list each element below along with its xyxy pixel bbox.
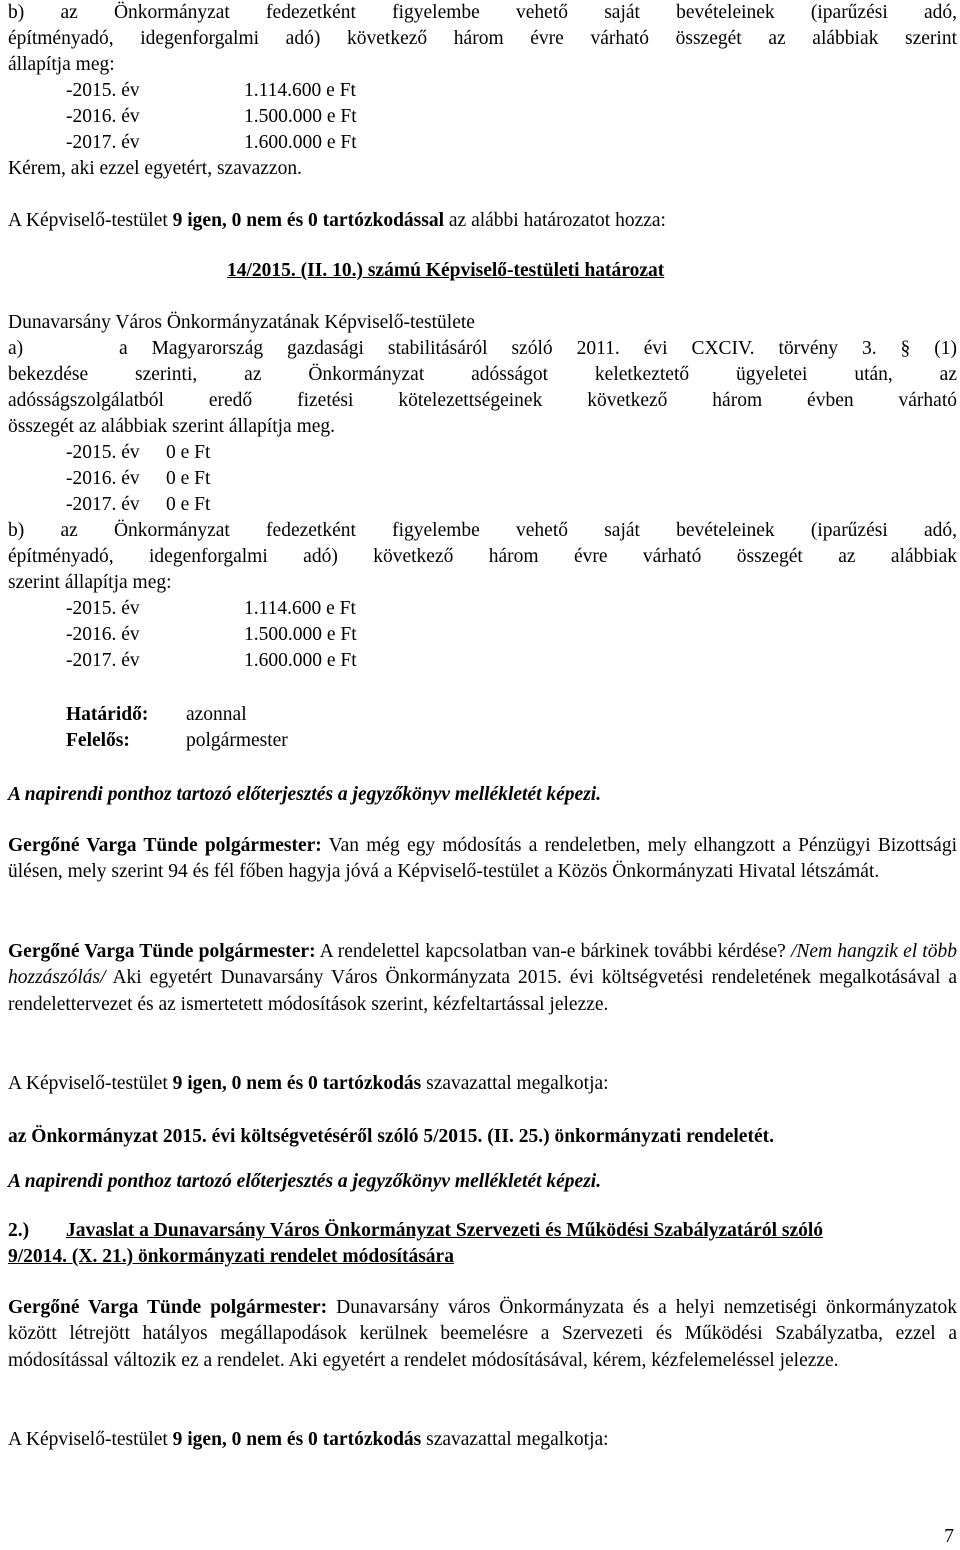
mayor-paragraph: Gergőné Varga Tünde polgármester: A rendelettel kapcsolatban van-e bárkinek további kérdése? /Nem hangzik el több hozzászólás/ Aki egyetért Dunavarsány Város Önkormányzata 2015. évi költségvetési rendeletének megalkotásával a rendelettervezet és az ismertetett módosítások szerint, kézfeltartással jelezze. — [8, 941, 957, 1015]
year: -2016. év — [66, 106, 140, 127]
vote-result: A Képviselő-testület 9 igen, 0 nem és 0 tartózkodással az alábbi határozatot hozza: — [8, 210, 666, 231]
page-number: 7 — [944, 1526, 954, 1547]
resolution-title: 14/2015. (II. 10.) számú Képviselő-testületi határozat — [227, 260, 665, 281]
income-row: -2017. év 1.600.000 e Ft — [66, 650, 357, 671]
vote-result: A Képviselő-testület 9 igen, 0 nem és 0 tartózkodás szavazattal megalkotja: — [8, 1429, 609, 1450]
agenda-title: Javaslat a Dunavarsány Város Önkormányzat Szervezeti és Működési Szabályzatáról szóló — [66, 1220, 824, 1241]
intro-line: építményadó, idegenforgalmi adó) következő három évre várható összegét az alábbiak szerint — [8, 28, 957, 49]
intro-line: b) az Önkormányzat fedezetként figyelembe vehető saját bevételeinek (iparűzési adó, — [8, 2, 957, 23]
agenda-title: 9/2014. (X. 21.) önkormányzati rendelet módosítására — [8, 1246, 454, 1267]
decree-title: az Önkormányzat 2015. évi költségvetéséről szóló 5/2015. (II. 25.) önkormányzati rendeletét. — [8, 1126, 774, 1147]
deadline: Határidő: azonnal — [66, 704, 247, 725]
income-row — [66, 78, 356, 104]
resolution-point-b: b) az Önkormányzat fedezetként figyelembe vehető saját bevételeinek (iparűzési adó, — [8, 520, 957, 541]
income-row: -2015. év 1.114.600 e Ft — [66, 598, 356, 619]
income-row — [66, 104, 357, 130]
responsible: Felelős: polgármester — [66, 730, 288, 751]
year: -2017. év — [66, 132, 140, 153]
resolution-point-b: szerint állapítja meg: — [8, 572, 172, 593]
resolution-point-a: a) a Magyarország gazdasági stabilitásáról szóló 2011. évi CXCIV. törvény 3. § (1) — [8, 338, 957, 359]
amount: 1.500.000 e Ft — [244, 106, 357, 127]
vote-result: A Képviselő-testület 9 igen, 0 nem és 0 tartózkodás szavazattal megalkotja: — [8, 1073, 609, 1094]
debt-row: -2017. év 0 e Ft — [66, 494, 211, 515]
agenda-number: 2.) — [8, 1220, 30, 1241]
amount: 1.600.000 e Ft — [244, 132, 357, 153]
year: -2015. év — [66, 80, 140, 101]
resolution-point-a: adósságszolgálatból eredő fizetési kötelezettségeinek következő három évben várható — [8, 390, 957, 411]
mayor-paragraph: Gergőné Varga Tünde polgármester: Dunavarsány város Önkormányzata és a helyi nemzetiségi önkormányzatok között létrejött hatályos megállapodások kerülnek beemelésre a Szervezeti és Működési Szabályzatba, ezzel a módosítással változik ez a rendelet. Aki egyetért a rendelet módosításával, kérem, kézfelemeléssel jelezze. — [8, 1297, 957, 1371]
resolution-point-a: bekezdése szerinti, az Önkormányzat adósságot keletkeztető ügyeletei után, az — [8, 364, 957, 385]
resolution-body: Dunavarsány Város Önkormányzatának Képviselő-testülete — [8, 312, 475, 333]
resolution-point-a: összegét az alábbiak szerint állapítja meg. — [8, 416, 336, 437]
intro-line: állapítja meg: — [8, 54, 115, 75]
amount: 1.114.600 e Ft — [244, 80, 356, 101]
vote-request: Kérem, aki ezzel egyetért, szavazzon. — [8, 158, 302, 179]
debt-row: -2016. év 0 e Ft — [66, 468, 211, 489]
agenda-item — [8, 1218, 823, 1244]
annex-note: A napirendi ponthoz tartozó előterjesztés a jegyzőkönyv mellékletét képezi. — [8, 1171, 602, 1192]
mayor-paragraph: Gergőné Varga Tünde polgármester: Van még egy módosítás a rendeletben, mely elhangzott a Pénzügyi Bizottsági ülésen, mely szerint 94 és fél főben hagyja jóvá a Képviselő-testület a Közös Önkormányzati Hivatal létszámát. — [8, 835, 958, 883]
annex-note: A napirendi ponthoz tartozó előterjesztés a jegyzőkönyv mellékletét képezi. — [8, 784, 602, 805]
income-row — [66, 130, 357, 156]
income-row: -2016. év 1.500.000 e Ft — [66, 624, 357, 645]
resolution-point-b: építményadó, idegenforgalmi adó) következő három évre várható összegét az alábbiak — [8, 546, 957, 567]
debt-row: -2015. év 0 e Ft — [66, 442, 211, 463]
